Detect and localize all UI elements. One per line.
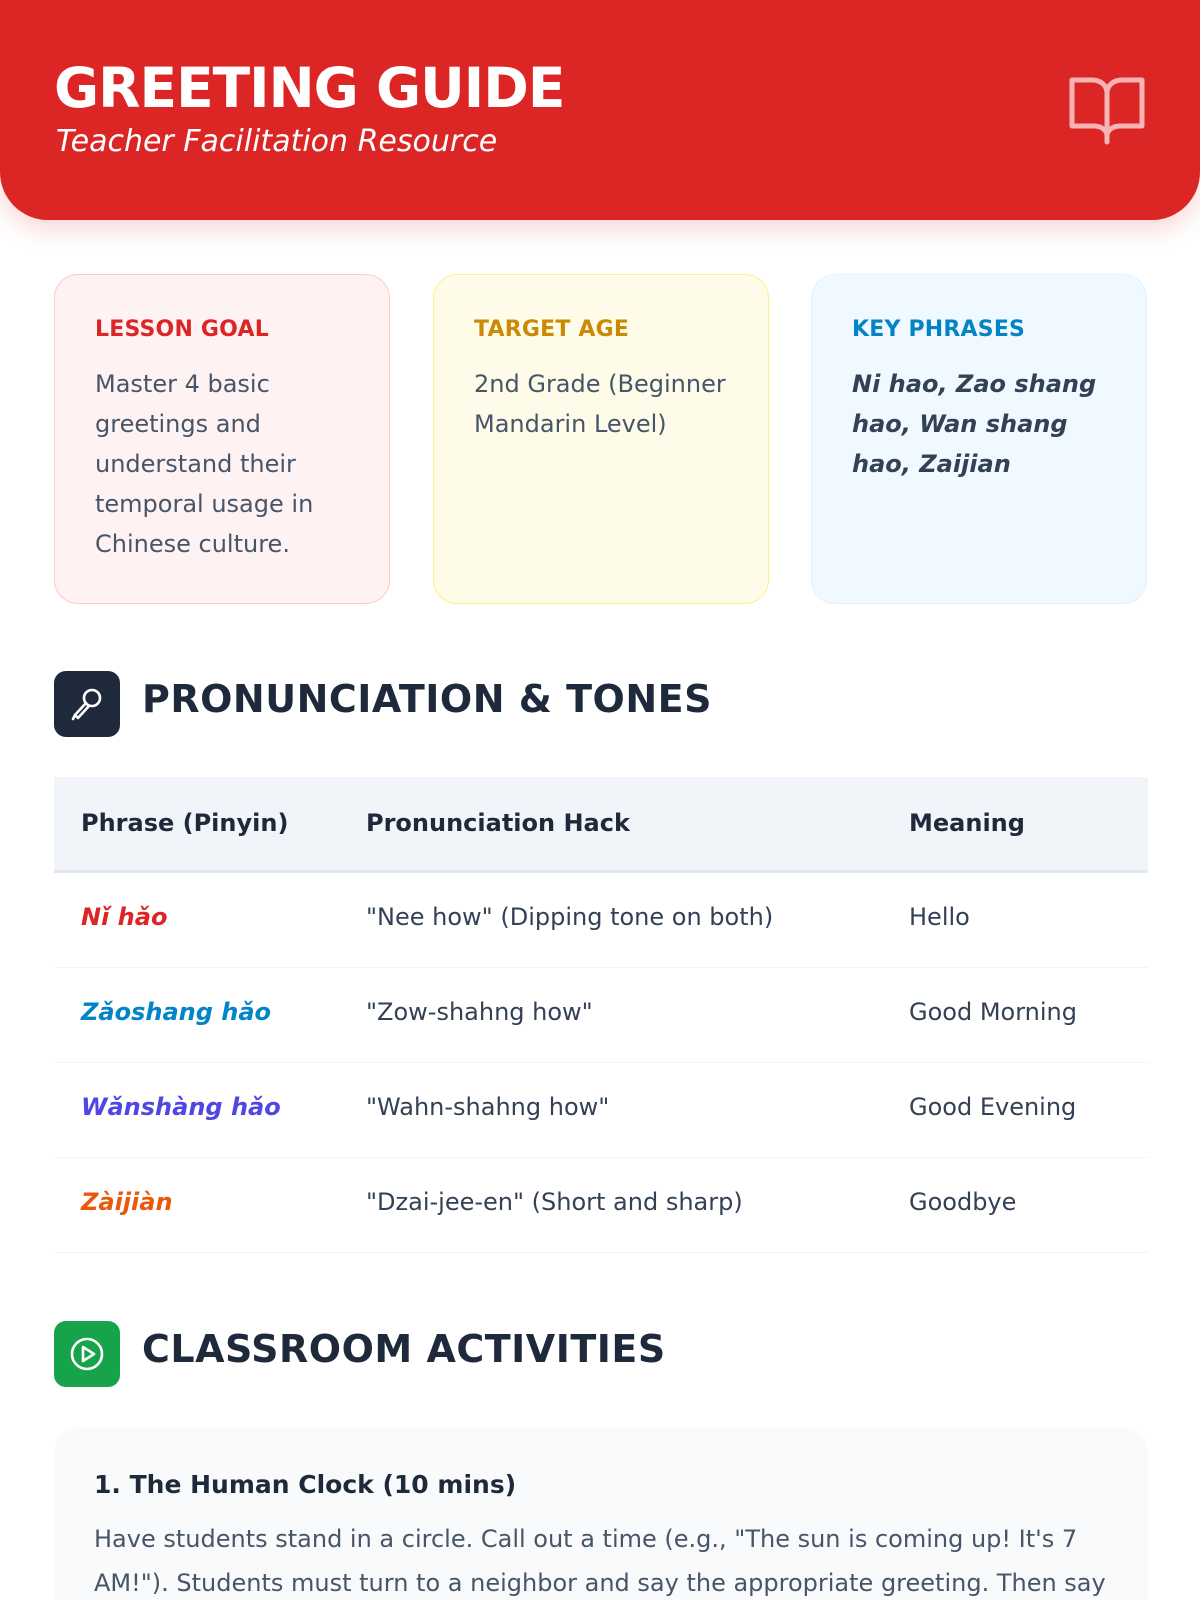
page-header xyxy=(0,0,1200,220)
table-row xyxy=(54,968,1148,1063)
card-text: Ni hao, Zao shang hao, Wan shang hao, Zaijian xyxy=(852,370,1097,478)
info-cards xyxy=(54,274,1148,604)
column-header: Meaning xyxy=(909,809,1025,837)
section-title: CLASSROOM ACTIVITIES xyxy=(142,1327,666,1371)
meaning-cell: Good Evening xyxy=(909,1093,1077,1121)
book-open-icon xyxy=(1068,74,1146,146)
hack-cell: "Nee how" (Dipping tone on both) xyxy=(366,903,774,931)
table-row xyxy=(54,1063,1148,1158)
pronunciation-section-header xyxy=(54,671,954,737)
key-phrases-card xyxy=(811,274,1147,604)
card-text: 2nd Grade (Beginner Mandarin Level) xyxy=(474,370,726,438)
phrase-cell: Zàijiàn xyxy=(81,1188,173,1216)
card-text: Master 4 basic greetings and understand their temporal usage in Chinese culture. xyxy=(95,370,314,558)
phrase-cell: Zǎoshang hǎo xyxy=(81,998,272,1026)
page-subtitle: Teacher Facilitation Resource xyxy=(56,124,498,159)
meaning-cell: Good Morning xyxy=(909,998,1077,1026)
meaning-cell: Goodbye xyxy=(909,1188,1017,1216)
phrase-cell: Nǐ hǎo xyxy=(81,903,168,931)
card-label: TARGET AGE xyxy=(474,317,630,342)
table-header xyxy=(54,777,1148,873)
microphone-icon xyxy=(54,671,120,737)
table-row xyxy=(54,1158,1148,1253)
column-header: Pronunciation Hack xyxy=(366,809,630,837)
card-label: KEY PHRASES xyxy=(852,317,1026,342)
play-circle-icon xyxy=(54,1321,120,1387)
phrase-cell: Wǎnshàng hǎo xyxy=(81,1093,281,1121)
activities-section-header xyxy=(54,1321,954,1387)
hack-cell: "Dzai-jee-en" (Short and sharp) xyxy=(366,1188,743,1216)
lesson-goal-card xyxy=(54,274,390,604)
hack-cell: "Wahn-shahng how" xyxy=(366,1093,610,1121)
meaning-cell: Hello xyxy=(909,903,970,931)
target-age-card xyxy=(433,274,769,604)
activity-description: Have students stand in a circle. Call out a time (e.g., "The sun is coming up! It's 7 AM!"). Students must turn to a neighbor and say the appropriate greeting. Then say xyxy=(94,1525,1106,1597)
page-title: GREETING GUIDE xyxy=(54,56,565,120)
activity-title: 1. The Human Clock (10 mins) xyxy=(94,1470,517,1499)
card-label: LESSON GOAL xyxy=(95,317,269,342)
column-header: Phrase (Pinyin) xyxy=(81,809,289,837)
pronunciation-table xyxy=(54,777,1148,1253)
activity-card xyxy=(54,1428,1148,1600)
section-title: PRONUNCIATION & TONES xyxy=(142,677,712,721)
table-row xyxy=(54,873,1148,968)
hack-cell: "Zow-shahng how" xyxy=(366,998,593,1026)
